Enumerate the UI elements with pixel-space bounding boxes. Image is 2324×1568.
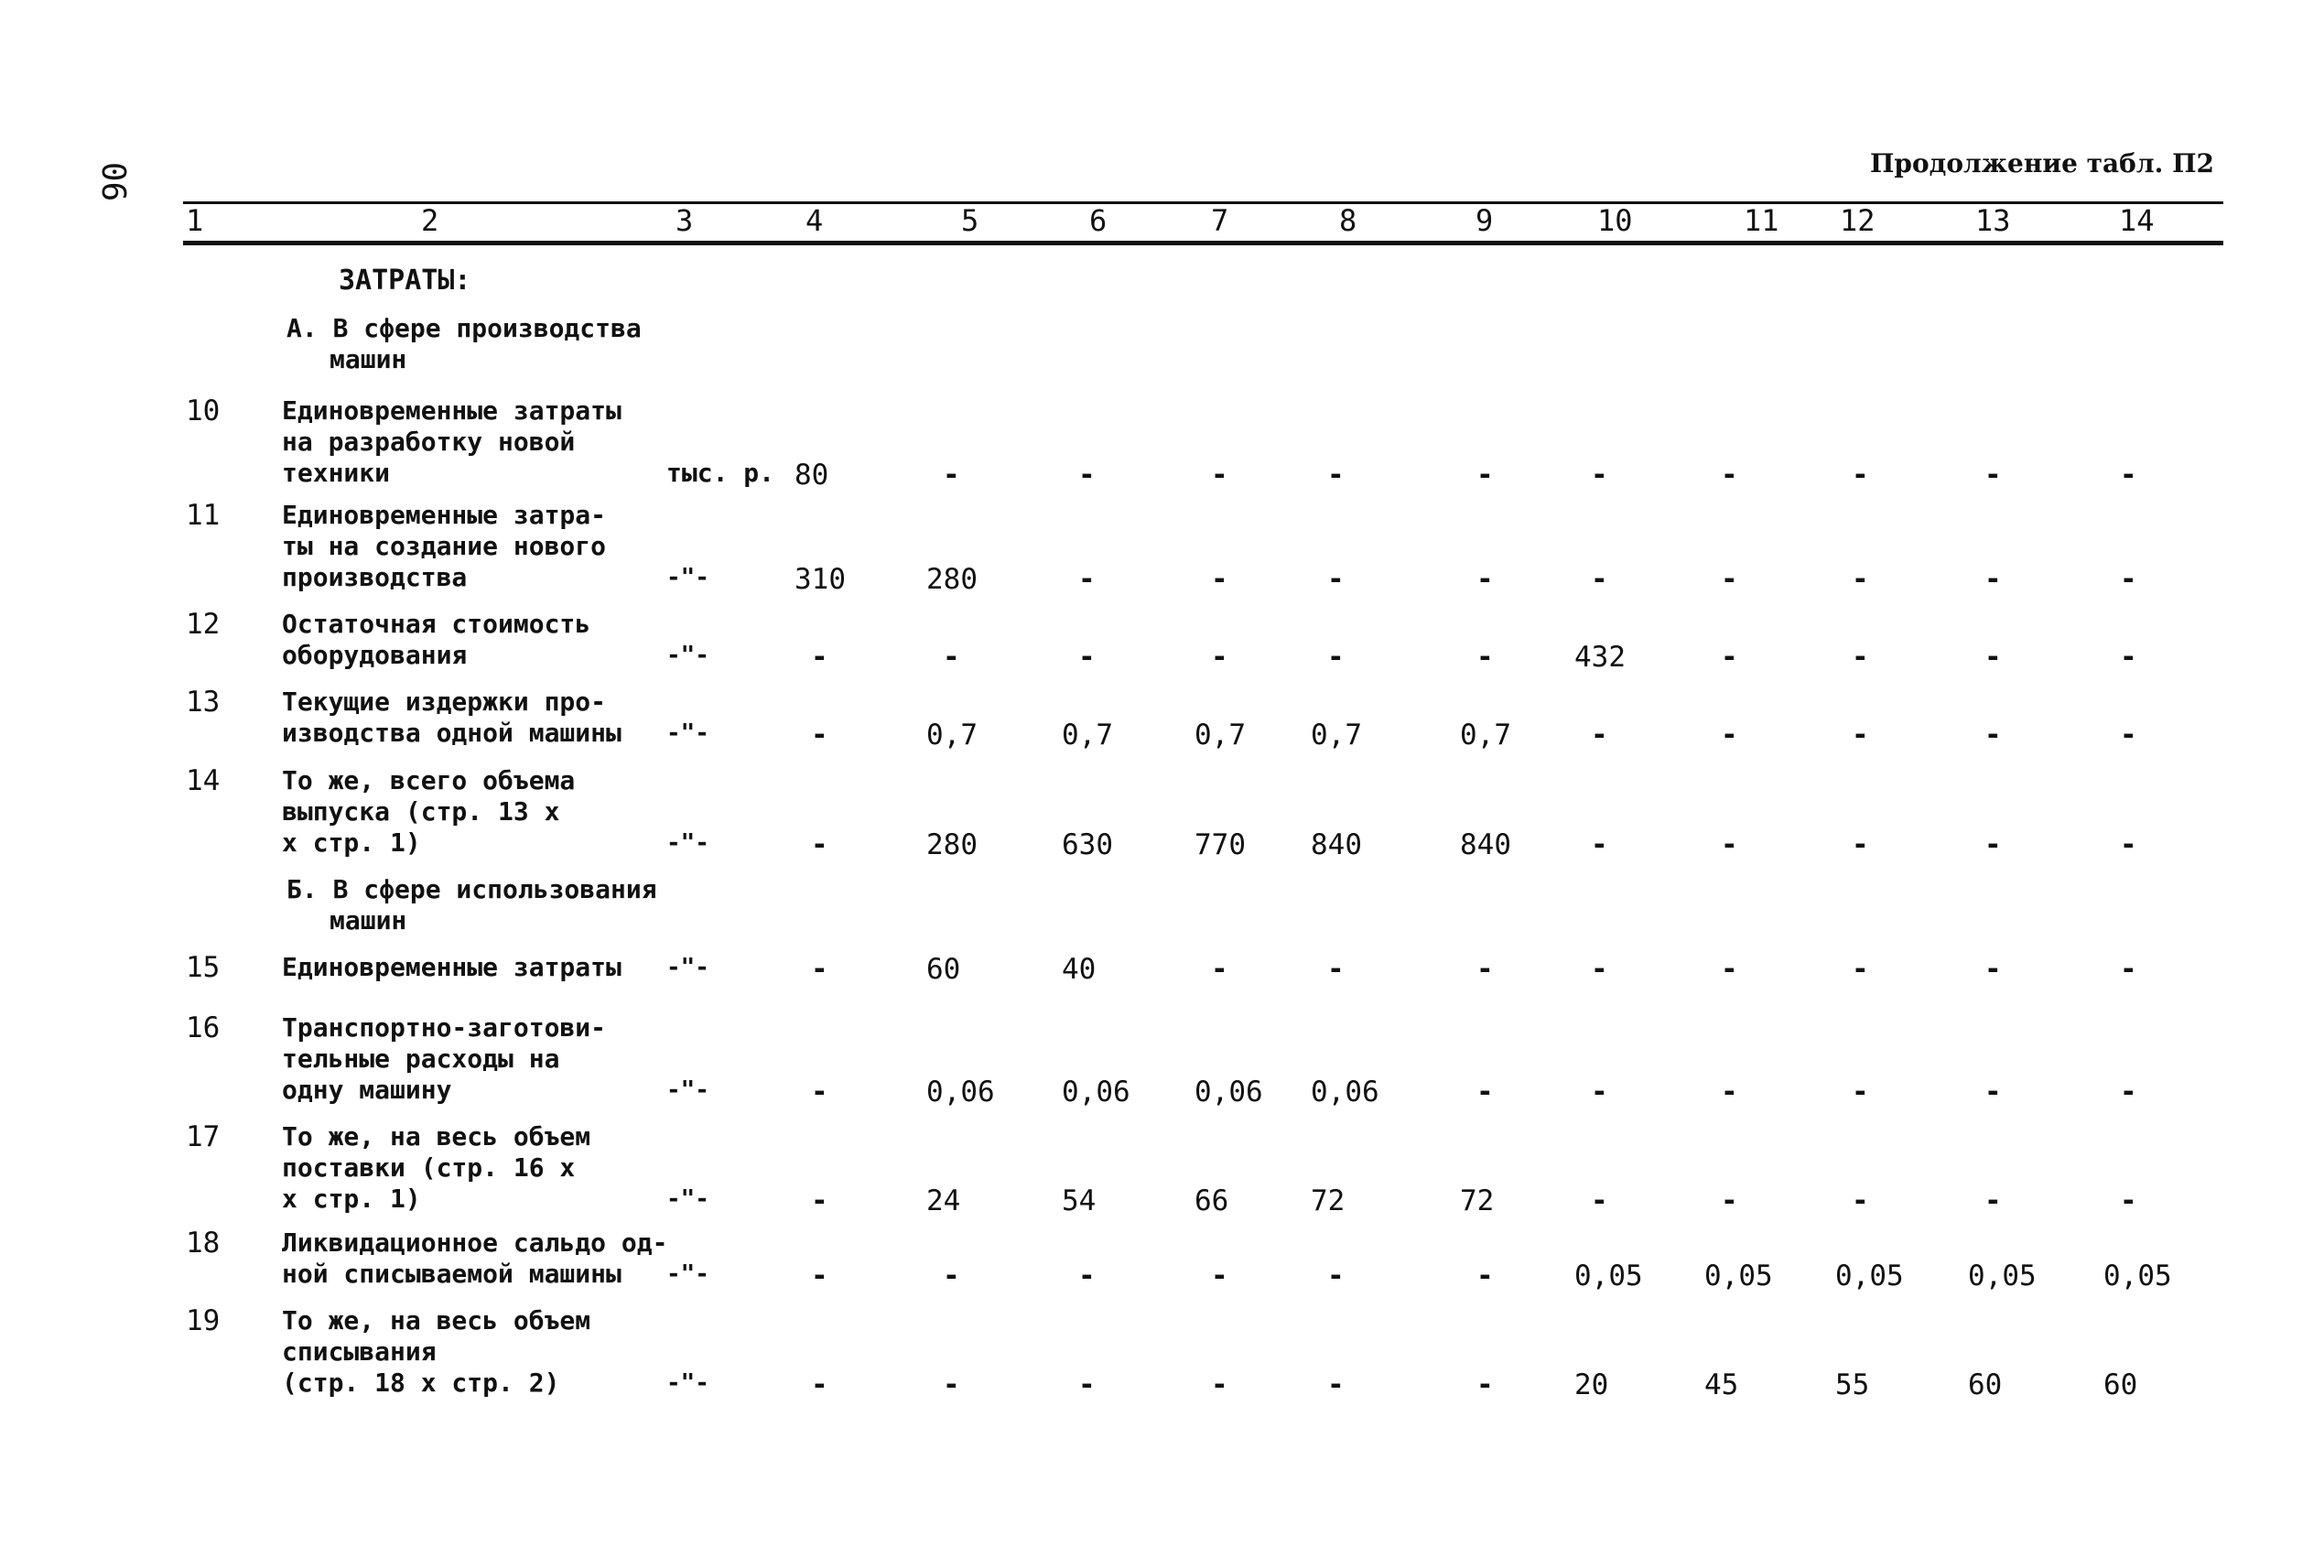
value-cell: 0,06 (1194, 1076, 1263, 1108)
section-b-title-line1: Б. В сфере использования (286, 874, 657, 904)
value-cell: - (1476, 1368, 1494, 1401)
column-header-14: 14 (2119, 203, 2155, 238)
column-header-2: 2 (421, 203, 439, 238)
page-number: 06 (94, 161, 133, 202)
column-header-9: 9 (1475, 203, 1494, 238)
value-cell: - (1852, 641, 1869, 674)
value-cell: - (1327, 459, 1345, 492)
value-cell: - (1476, 641, 1494, 674)
value-cell: - (943, 1260, 960, 1292)
value-cell: - (2120, 1076, 2137, 1108)
value-cell: - (811, 641, 828, 674)
value-cell: 840 (1311, 828, 1362, 861)
row-label-line: Транспортно-заготови- (282, 1012, 607, 1043)
value-cell: - (1721, 828, 1738, 861)
value-cell: - (1591, 1184, 1608, 1217)
value-cell: - (1591, 828, 1608, 861)
value-cell: 0,05 (1835, 1260, 1904, 1292)
value-cell: - (1852, 1076, 1869, 1108)
value-cell: 60 (926, 953, 961, 986)
value-cell: - (1591, 1076, 1608, 1108)
value-cell: - (811, 953, 828, 986)
row-number: 10 (186, 395, 221, 427)
value-cell: - (1721, 1076, 1738, 1108)
value-cell: - (2120, 563, 2137, 596)
value-cell: - (1327, 1260, 1345, 1292)
value-cell: - (1327, 563, 1345, 596)
value-cell: 280 (926, 828, 978, 861)
value-cell: - (2120, 641, 2137, 674)
value-cell: - (1852, 563, 1869, 596)
value-cell: - (2120, 1184, 2137, 1217)
value-cell: - (1327, 641, 1345, 674)
value-cell: 280 (926, 563, 978, 596)
row-unit: -"- (666, 829, 709, 857)
row-label-line: выпуска (стр. 13 х (282, 796, 560, 827)
row-unit: -"- (666, 642, 709, 669)
value-cell: - (1984, 459, 2002, 492)
header-bottom-rule (183, 241, 2223, 245)
value-cell: - (1591, 563, 1608, 596)
value-cell: 0,06 (926, 1076, 995, 1108)
value-cell: - (1852, 953, 1869, 986)
value-cell: 0,05 (1574, 1260, 1643, 1292)
value-cell: 0,7 (1460, 719, 1511, 752)
row-label-line: списывания (282, 1336, 437, 1367)
value-cell: 0,06 (1062, 1076, 1130, 1108)
value-cell: - (2120, 828, 2137, 861)
column-header-8: 8 (1339, 203, 1357, 238)
column-header-10: 10 (1597, 203, 1633, 238)
value-cell: - (811, 1368, 828, 1401)
row-number: 11 (186, 499, 221, 532)
row-label-line: Ликвидационное сальдо од- (282, 1227, 668, 1258)
row-label-line: Единовременные затраты (282, 952, 622, 982)
value-cell: - (1721, 953, 1738, 986)
value-cell: 55 (1835, 1368, 1870, 1401)
value-cell: 770 (1194, 828, 1246, 861)
column-header-6: 6 (1089, 203, 1108, 238)
row-number: 14 (186, 764, 221, 797)
value-cell: - (1078, 1260, 1096, 1292)
value-cell: - (1852, 1184, 1869, 1217)
value-cell: - (1476, 563, 1494, 596)
row-label-line: ной списываемой машины (282, 1259, 622, 1289)
row-label-line: тельные расходы на (282, 1044, 560, 1074)
row-label-line: ты на создание нового (282, 531, 607, 561)
row-label-line: То же, всего объема (282, 765, 576, 795)
row-unit: -"- (666, 1185, 709, 1213)
value-cell: - (1327, 1368, 1345, 1401)
value-cell: - (1721, 563, 1738, 596)
header-top-rule (183, 201, 2223, 204)
value-cell: - (1591, 719, 1608, 752)
row-label-line: одну машину (282, 1075, 452, 1105)
value-cell: - (943, 1368, 960, 1401)
column-header-12: 12 (1840, 203, 1875, 238)
value-cell: - (1591, 953, 1608, 986)
value-cell: - (2120, 459, 2137, 492)
value-cell: 0,05 (2103, 1260, 2172, 1292)
row-label-line: оборудования (282, 640, 468, 670)
row-label-line: То же, на весь объем (282, 1121, 591, 1152)
row-unit: -"- (666, 564, 709, 591)
value-cell: - (1476, 459, 1494, 492)
row-number: 19 (186, 1304, 221, 1337)
section-a-title-line2: машин (330, 344, 407, 374)
row-label-line: Текущие издержки про- (282, 687, 607, 717)
value-cell: - (943, 641, 960, 674)
value-cell: - (1984, 563, 2002, 596)
row-label-line: (стр. 18 х стр. 2) (282, 1368, 560, 1398)
value-cell: 45 (1704, 1368, 1739, 1401)
value-cell: - (1211, 641, 1228, 674)
value-cell: - (1984, 1076, 2002, 1108)
value-cell: 432 (1574, 641, 1626, 674)
value-cell: - (1721, 1184, 1738, 1217)
column-header-1: 1 (186, 203, 204, 238)
column-header-5: 5 (961, 203, 979, 238)
row-label-line: Единовременные затраты (282, 395, 622, 426)
row-label-line: х стр. 1) (282, 827, 421, 858)
value-cell: - (2120, 953, 2137, 986)
value-cell: - (1984, 719, 2002, 752)
row-number: 12 (186, 608, 221, 641)
value-cell: - (1078, 1368, 1096, 1401)
value-cell: - (1476, 1260, 1494, 1292)
value-cell: - (1721, 641, 1738, 674)
value-cell: - (1327, 953, 1345, 986)
value-cell: 60 (2103, 1368, 2138, 1401)
value-cell: - (1591, 459, 1608, 492)
value-cell: - (943, 459, 960, 492)
value-cell: - (1078, 459, 1096, 492)
value-cell: 24 (926, 1184, 961, 1217)
section-costs-title: ЗАТРАТЫ: (339, 265, 471, 297)
value-cell: - (1211, 563, 1228, 596)
value-cell: - (1078, 563, 1096, 596)
value-cell: - (2120, 719, 2137, 752)
value-cell: 0,7 (1311, 719, 1362, 752)
value-cell: - (1211, 953, 1228, 986)
value-cell: 72 (1311, 1184, 1346, 1217)
row-unit: -"- (666, 954, 709, 981)
row-unit: -"- (666, 1260, 709, 1288)
value-cell: - (1476, 1076, 1494, 1108)
value-cell: - (1984, 953, 2002, 986)
row-number: 18 (186, 1227, 221, 1260)
value-cell: - (811, 1184, 828, 1217)
value-cell: 72 (1460, 1184, 1495, 1217)
row-unit: -"- (666, 719, 709, 747)
value-cell: 840 (1460, 828, 1511, 861)
row-label-line: изводства одной машины (282, 718, 622, 748)
value-cell: 0,05 (1968, 1260, 2037, 1292)
value-cell: 60 (1968, 1368, 2003, 1401)
value-cell: 630 (1062, 828, 1113, 861)
value-cell: - (1211, 459, 1228, 492)
row-label-line: Остаточная стоимость (282, 609, 591, 639)
value-cell: 40 (1062, 953, 1097, 986)
section-b-title-line2: машин (330, 905, 407, 935)
value-cell: 66 (1194, 1184, 1229, 1217)
value-cell: - (1984, 828, 2002, 861)
column-header-11: 11 (1744, 203, 1779, 238)
row-label-line: техники (282, 458, 391, 488)
row-label-line: Единовременные затра- (282, 500, 607, 530)
column-header-4: 4 (805, 203, 824, 238)
value-cell: 0,7 (1194, 719, 1246, 752)
value-cell: 310 (794, 563, 846, 596)
value-cell: - (1852, 719, 1869, 752)
row-label-line: То же, на весь объем (282, 1305, 591, 1336)
value-cell: - (811, 719, 828, 752)
value-cell: - (1721, 719, 1738, 752)
row-number: 15 (186, 951, 221, 984)
row-number: 17 (186, 1120, 221, 1153)
row-number: 16 (186, 1011, 221, 1044)
row-label-line: х стр. 1) (282, 1184, 421, 1214)
value-cell: - (1984, 641, 2002, 674)
row-label-line: на разработку новой (282, 427, 576, 457)
value-cell: - (1984, 1184, 2002, 1217)
value-cell: - (1211, 1368, 1228, 1401)
table-caption: Продолжение табл. П2 (1869, 148, 2214, 178)
value-cell: 0,7 (926, 719, 978, 752)
value-cell: - (811, 828, 828, 861)
row-unit: -"- (666, 1076, 709, 1104)
column-header-3: 3 (676, 203, 694, 238)
section-a-title-line1: А. В сфере производства (286, 313, 642, 343)
row-unit: тыс. р. (666, 458, 775, 488)
column-header-13: 13 (1975, 203, 2011, 238)
row-unit: -"- (666, 1369, 709, 1397)
value-cell: - (811, 1260, 828, 1292)
value-cell: 80 (794, 459, 829, 492)
value-cell: - (1721, 459, 1738, 492)
value-cell: 0,05 (1704, 1260, 1773, 1292)
value-cell: - (811, 1076, 828, 1108)
value-cell: - (1852, 828, 1869, 861)
row-label-line: производства (282, 562, 468, 592)
row-number: 13 (186, 686, 221, 719)
value-cell: - (1211, 1260, 1228, 1292)
value-cell: 0,06 (1311, 1076, 1379, 1108)
row-label-line: поставки (стр. 16 х (282, 1152, 576, 1183)
value-cell: 20 (1574, 1368, 1609, 1401)
value-cell: - (1078, 641, 1096, 674)
value-cell: - (1476, 953, 1494, 986)
value-cell: 0,7 (1062, 719, 1113, 752)
column-header-7: 7 (1211, 203, 1229, 238)
value-cell: - (1852, 459, 1869, 492)
value-cell: 54 (1062, 1184, 1097, 1217)
